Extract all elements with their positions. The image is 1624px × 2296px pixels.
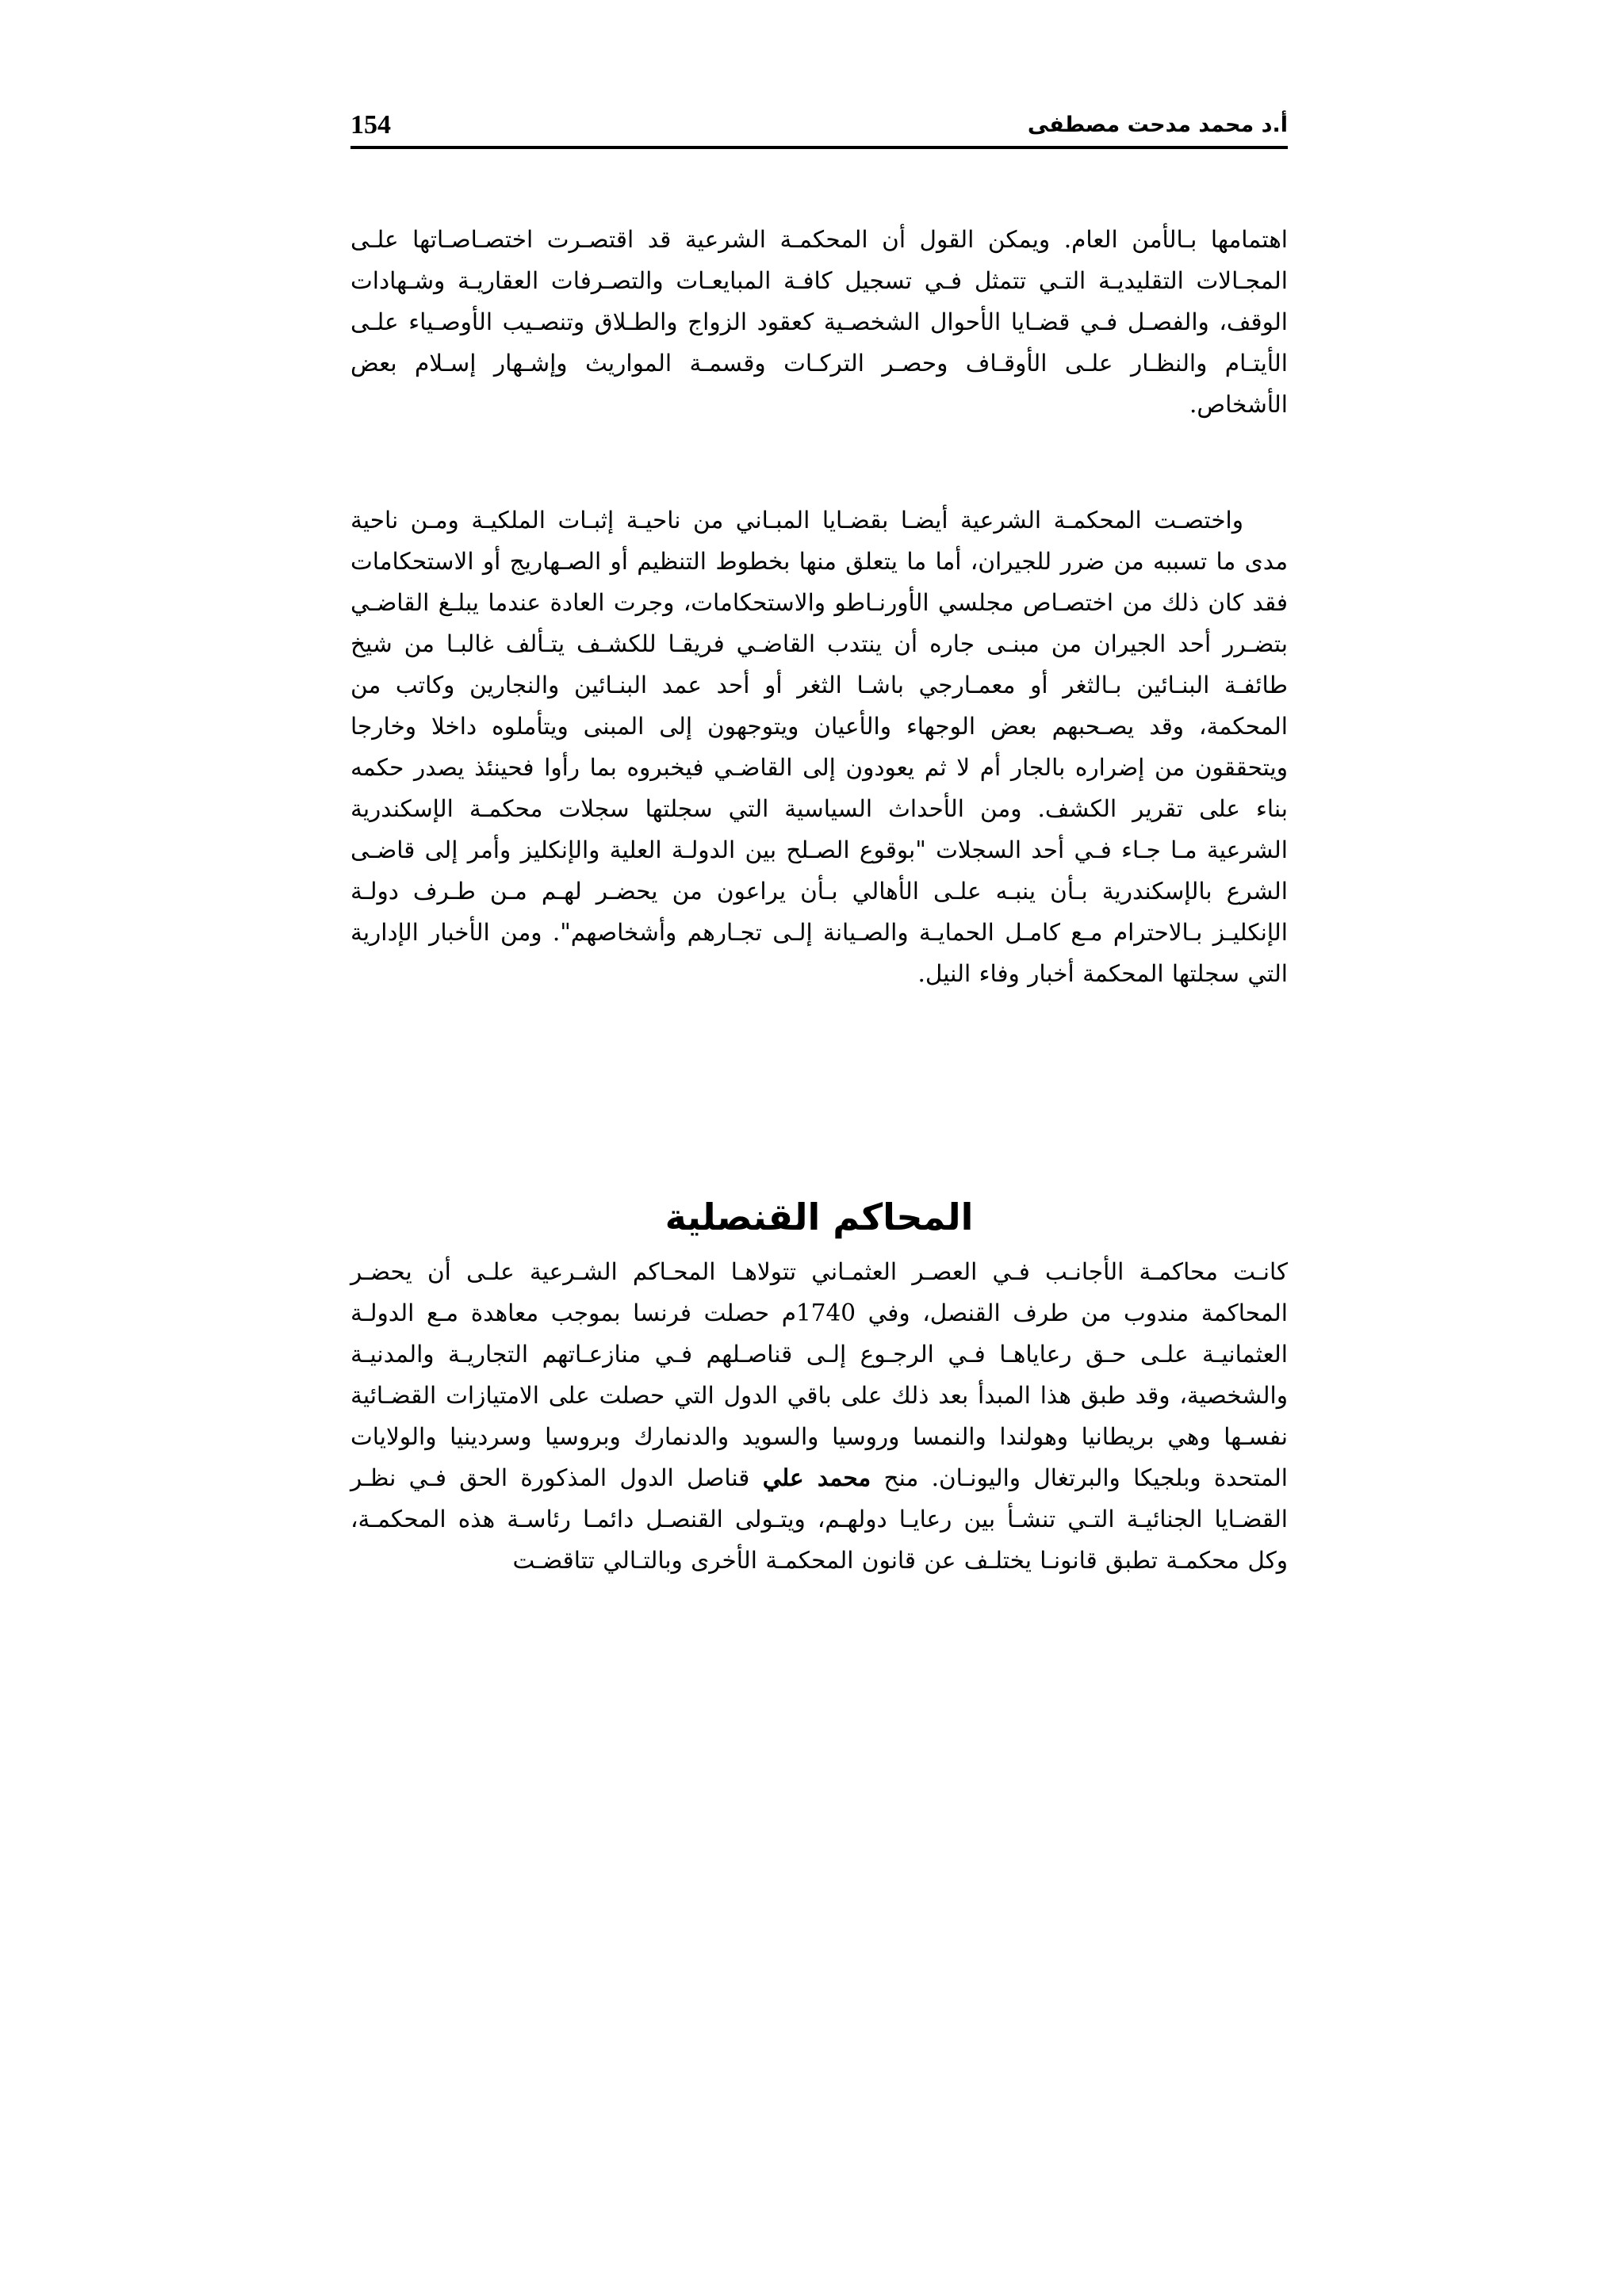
paragraph-block-2 [350,499,1288,994]
paragraph-block-1 [350,219,1288,425]
paragraph-2: واختصـت المحكمـة الشرعية أيضـا بقضـايا المبـاني من ناحيـة إثبـات الملكيـة ومـن ناحية مدى ما تسببه من ضرر للجيران، أما ما يتعلق منها بخطوط التنظيم أو الصـهاريج أو الاستحكامات فقد كان ذلك من اختصـاص مجلسي الأورنـاطو والاستحكامات، وجرت العادة عندما يبلـغ القاضـي بتضـرر أحد الجيران من مبنـى جاره أن ينتدب القاضـي فريقـا للكشـف يتـألف غالبـا من شيخ طائفـة البنـائين بـالثغر أو معمـارجي باشـا الثغر أو أحد عمد البنـائين والنجارين وكاتب من المحكمة، وقد يصـحبهم بعض الوجهاء والأعيان ويتوجهون إلى المبنى ويتأملوه داخلا وخارجا ويتحققون من إضراره بالجار أم لا ثم يعودون إلى القاضـي فيخبروه بما رأوا فحينئذ يصدر حكمه بناء على تقرير الكشف. ومن الأحداث السياسية التي سجلتها سجلات محكمـة الإسكندرية الشرعية مـا جـاء فـي أحد السجلات "بوقوع الصـلح بين الدولـة العلية والإنكليز وأمر إلى قاضـى الشرع بالإسكندرية بـأن ينبـه علـى الأهالي بـأن يراعون من يحضـر لهـم مـن طـرف دولـة الإنكليـز بـالاحترام مـع كامـل الحمايـة والصـيانة إلـى تجـارهم وأشخاصهم". ومن الأخبار الإدارية التي سجلتها المحكمة أخبار وفاء النيل. [350,507,1288,987]
running-header [350,103,1288,151]
bold-name: محمد علي [762,1464,871,1491]
paragraph-3-part-2: قناصل الدول المذكورة الحق فـي نظـر القضـايا الجنائيـة التـي تنشـأ بين رعايـا دولهـم، ويتـولى القنصـل دائمـا رئاسـة هذه المحكمـة، وكل محكمـة تطبق قانونـا يختلـف عن قانون المحكمـة الأخرى وبالتـالي تتاقضـت [350,1464,1288,1574]
author-name: أ.د محمد مدحت مصطفى [1027,113,1288,137]
paragraph-3 [350,1251,1288,1581]
page-number: 154 [350,110,391,140]
paragraph-block-3 [350,1251,1288,1581]
paragraph-3-part-1: كانـت محاكمـة الأجانـب فـي العصـر العثمـاني تتولاهـا المحـاكم الشـرعية علـى أن يحضـر المحاكمة مندوب من طرف القنصل، وفي 1740م حصلت فرنسا بموجب معاهدة مـع الدولـة العثمانيـة علـى حـق رعاياهـا فـي الرجـوع إلـى قناصـلهم فـي منازعـاتهم التجاريـة والمدنيـة والشخصية، وقد طبق هذا المبدأ بعد ذلك على باقي الدول التي حصلت على الامتيازات القضـائية نفسـها وهي بريطانيا وهولندا والنمسا وروسيا والسويد والدنمارك وبروسيا وسردينيا والولايات المتحدة وبلجيكا والبرتغال واليونـان. منح [350,1258,1288,1491]
paragraph-1: اهتمامها بـالأمن العام. ويمكن القول أن المحكمـة الشرعية قد اقتصـرت اختصـاصـاتها علـى المجـالات التقليديـة التـي تتمثل فـي تسجيل كافـة المبايعـات والتصـرفات العقاريـة وشـهادات الوقف، والفصـل فـي قضـايا الأحوال الشخصـية كعقود الزواج والطـلاق وتنصـيب الأوصـياء علـى الأيتـام والنظـار علـى الأوقـاف وحصـر التركـات وقسمـة المواريث وإشـهار إسـلام بعض الأشخاص. [350,226,1288,418]
header-divider [350,146,1288,149]
section-heading: المحاكم القنصلية [665,1196,974,1238]
